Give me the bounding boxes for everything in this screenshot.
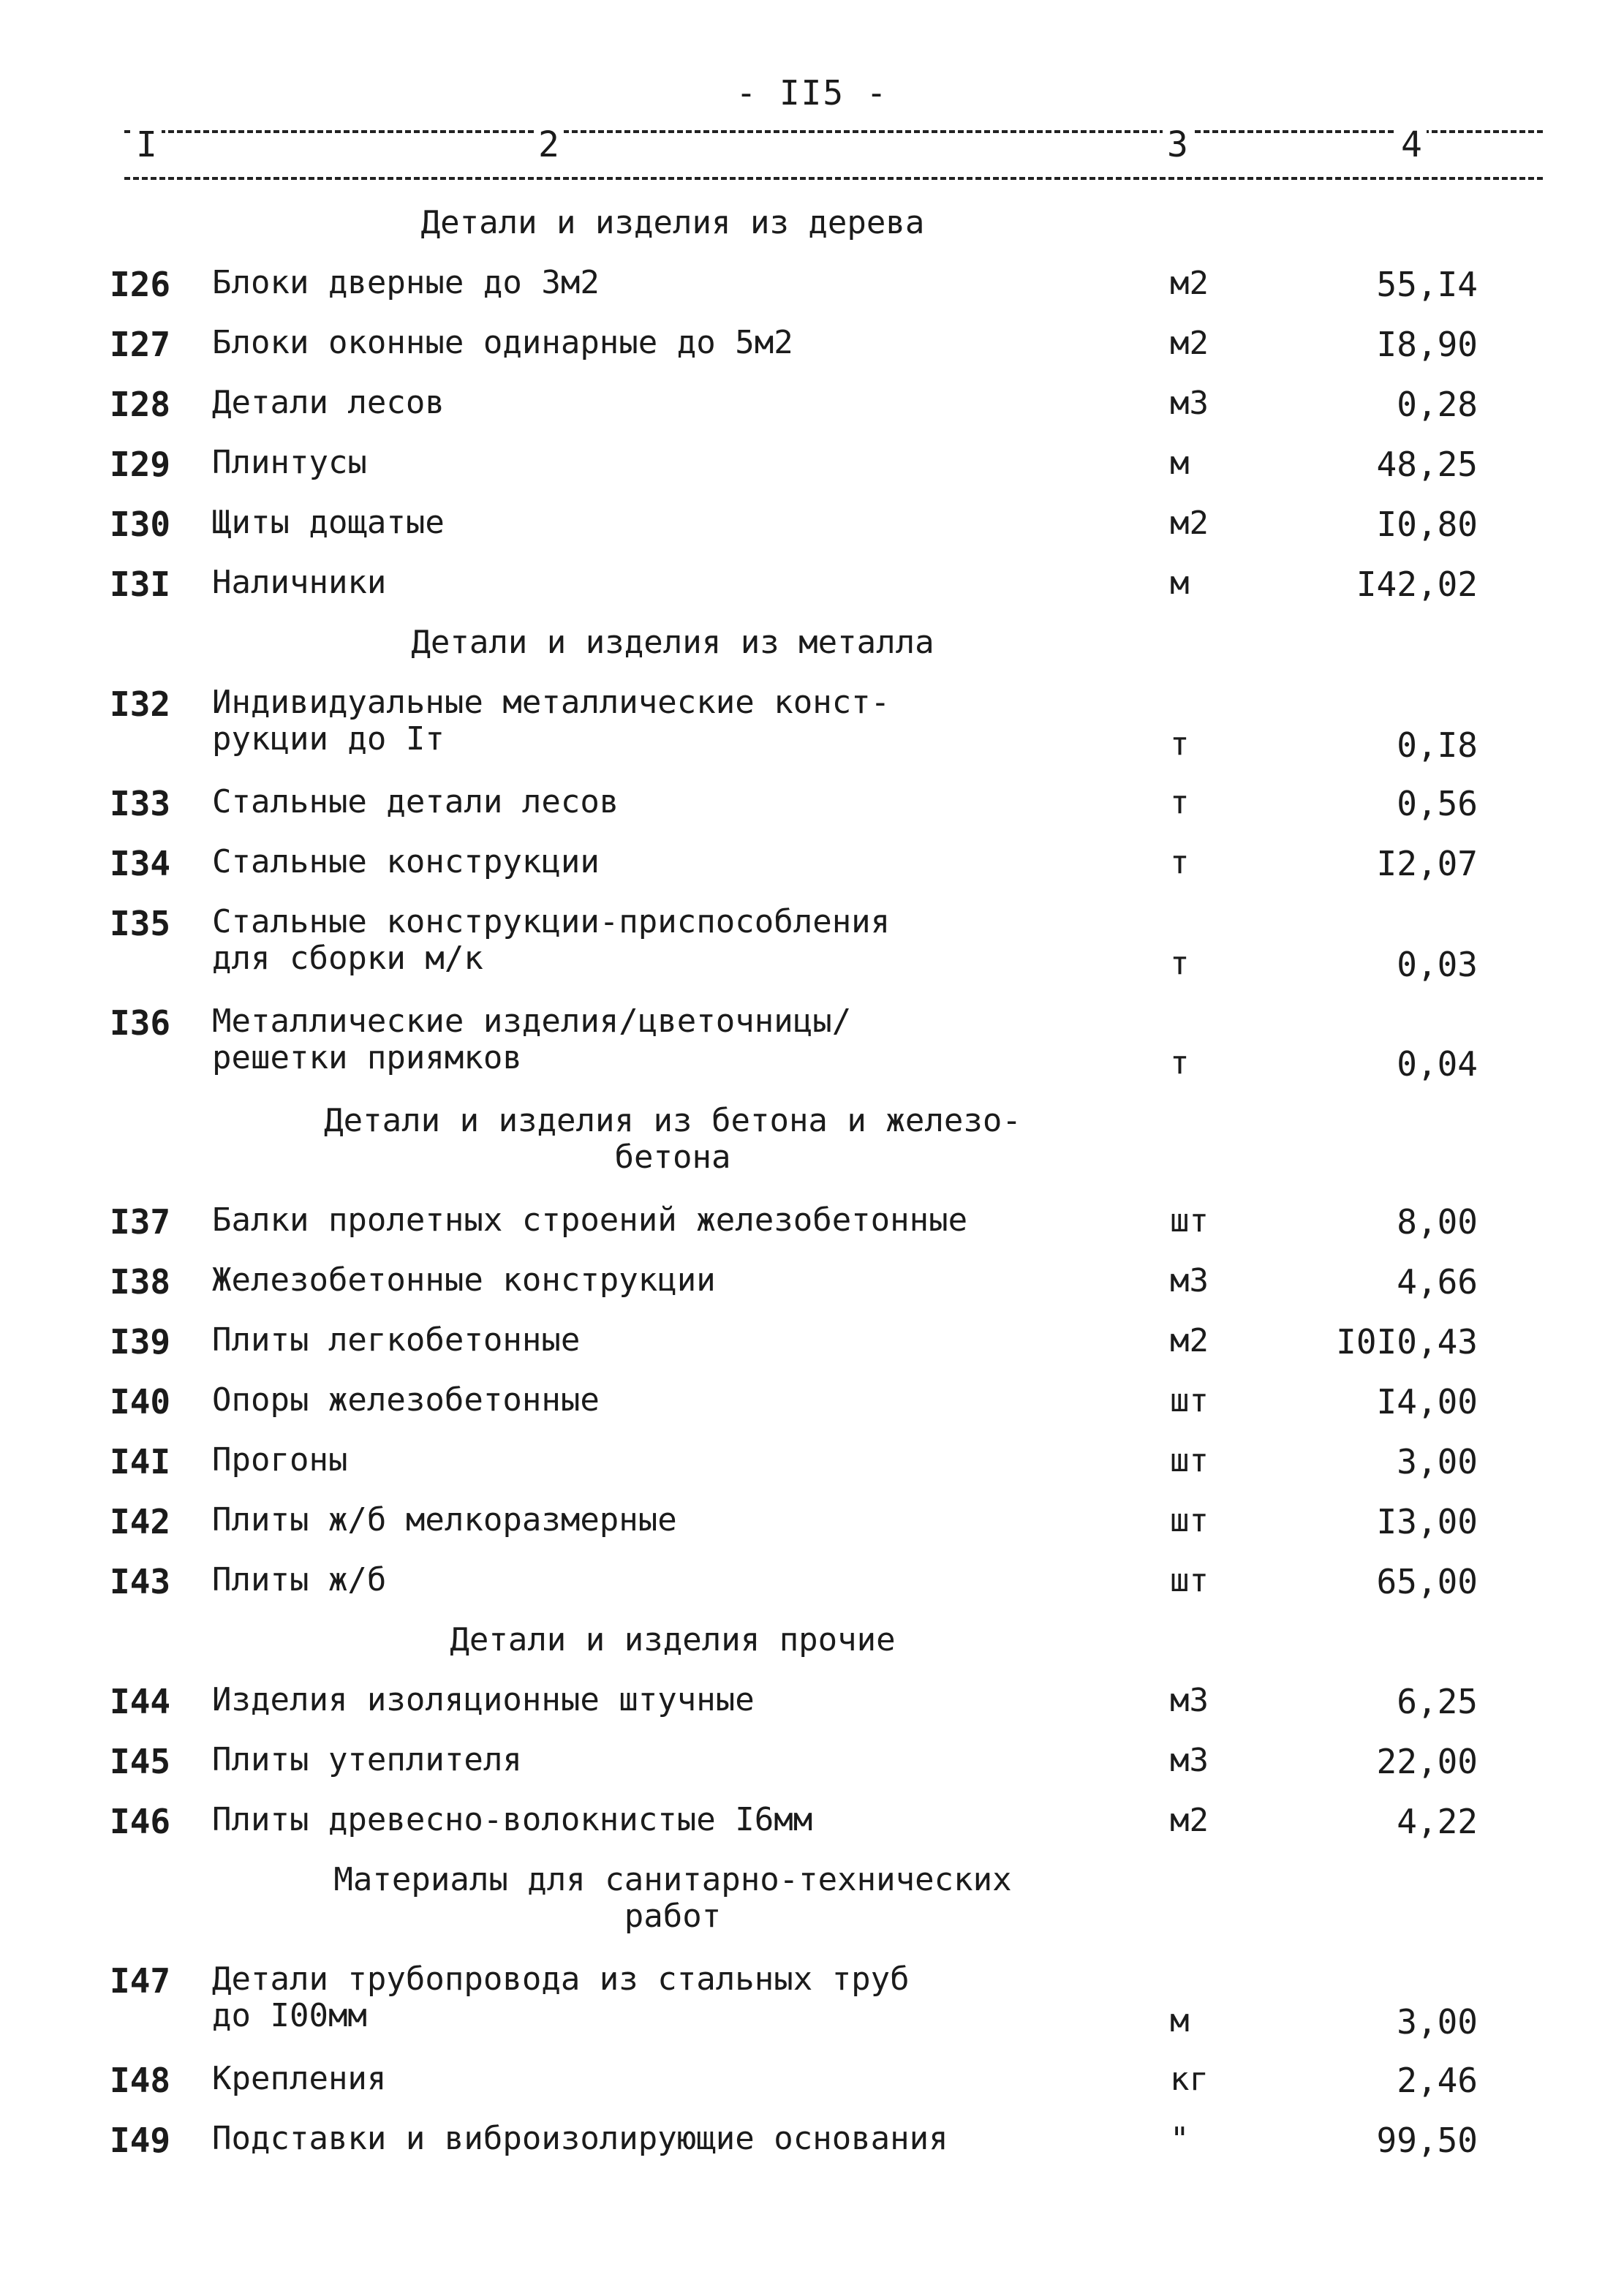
table-row xyxy=(0,837,1624,896)
section-title: Детали и изделия прочие xyxy=(450,1621,896,1658)
table-row xyxy=(0,437,1624,497)
row-value: I0I0,43 xyxy=(1336,1322,1478,1362)
row-name: Щиты дощатые xyxy=(212,504,445,541)
table-row xyxy=(0,1734,1624,1794)
row-value: 6,25 xyxy=(1397,1682,1478,1721)
column-header xyxy=(124,117,1543,190)
row-value: 2,46 xyxy=(1397,2061,1478,2100)
row-value: I4,00 xyxy=(1376,1382,1478,1422)
table-row xyxy=(0,677,1624,777)
section-heading xyxy=(0,1854,1624,1954)
row-name: Детали лесов xyxy=(212,384,445,421)
table-row xyxy=(0,1315,1624,1375)
row-value: 3,00 xyxy=(1397,1442,1478,1481)
row-number: I30 xyxy=(110,505,171,544)
row-unit: кг xyxy=(1170,2061,1209,2098)
table-row xyxy=(0,1375,1624,1435)
table-row xyxy=(0,557,1624,617)
row-unit: м3 xyxy=(1170,385,1209,422)
row-number: I45 xyxy=(110,1742,171,1781)
row-number: I33 xyxy=(110,784,171,823)
row-number: I38 xyxy=(110,1262,171,1302)
table-row xyxy=(0,257,1624,317)
row-unit: шт xyxy=(1170,1562,1209,1599)
row-number: I44 xyxy=(110,1682,171,1721)
table-row xyxy=(0,1195,1624,1255)
row-name: Стальные конструкции-приспособления для сборки м/к xyxy=(212,903,891,977)
header-dash-top xyxy=(124,130,1543,133)
row-name: Детали трубопровода из стальных труб до I00мм xyxy=(212,1960,910,2034)
table-row xyxy=(0,777,1624,837)
row-name: Стальные детали лесов xyxy=(212,783,619,820)
row-name: Плиты древесно-волокнистые I6мм xyxy=(212,1801,813,1838)
row-number: I42 xyxy=(110,1502,171,1541)
row-value: 8,00 xyxy=(1397,1202,1478,1242)
row-unit: м2 xyxy=(1170,265,1209,302)
section-heading xyxy=(0,617,1624,677)
row-number: I35 xyxy=(110,904,171,943)
row-name: Плиты легкобетонные xyxy=(212,1321,581,1359)
column-number-1: I xyxy=(132,124,162,165)
row-number: I40 xyxy=(110,1382,171,1422)
row-value: 4,22 xyxy=(1397,1802,1478,1841)
row-value: I3,00 xyxy=(1376,1502,1478,1541)
row-value: 65,00 xyxy=(1376,1562,1478,1601)
row-name: Прогоны xyxy=(212,1441,348,1479)
row-unit: т xyxy=(1170,1044,1190,1082)
row-value: I0,80 xyxy=(1376,505,1478,544)
row-unit: шт xyxy=(1170,1442,1209,1479)
row-value: 0,56 xyxy=(1397,784,1478,823)
row-name: Наличники xyxy=(212,564,387,601)
row-name: Плинтусы xyxy=(212,444,367,481)
row-number: I49 xyxy=(110,2121,171,2160)
row-value: 4,66 xyxy=(1397,1262,1478,1302)
section-heading xyxy=(0,1095,1624,1195)
table-row xyxy=(0,1255,1624,1315)
table-row xyxy=(0,1794,1624,1854)
row-number: I26 xyxy=(110,265,171,304)
row-number: I27 xyxy=(110,325,171,364)
table-row xyxy=(0,317,1624,377)
row-unit: шт xyxy=(1170,1502,1209,1539)
row-number: I28 xyxy=(110,385,171,424)
section-title: Детали и изделия из дерева xyxy=(420,204,925,241)
table-row xyxy=(0,1435,1624,1495)
column-number-3: 3 xyxy=(1163,124,1193,165)
materials-table xyxy=(0,197,1624,2173)
row-name: Металлические изделия/цветочницы/ решетки приямков xyxy=(212,1003,852,1076)
table-row xyxy=(0,996,1624,1095)
row-unit: м xyxy=(1170,445,1190,482)
row-number: I29 xyxy=(110,445,171,484)
row-name: Блоки дверные до 3м2 xyxy=(212,264,600,301)
row-name: Индивидуальные металлические конст- рукции до Iт xyxy=(212,684,891,758)
row-unit: м2 xyxy=(1170,325,1209,362)
row-name: Блоки оконные одинарные до 5м2 xyxy=(212,324,793,361)
table-row xyxy=(0,1555,1624,1615)
row-name: Стальные конструкции xyxy=(212,843,600,880)
page-number: - II5 - xyxy=(736,73,888,113)
section-heading xyxy=(0,1615,1624,1675)
row-value: 0,03 xyxy=(1397,945,1478,984)
row-unit: м3 xyxy=(1170,1682,1209,1719)
row-value: 48,25 xyxy=(1376,445,1478,484)
row-unit: м xyxy=(1170,2002,1190,2039)
row-number: I43 xyxy=(110,1562,171,1601)
row-name: Изделия изоляционные штучные xyxy=(212,1681,755,1718)
row-unit: " xyxy=(1170,2121,1190,2158)
row-number: I32 xyxy=(110,684,171,724)
row-value: 99,50 xyxy=(1376,2121,1478,2160)
row-value: 3,00 xyxy=(1397,2002,1478,2042)
row-value: 0,04 xyxy=(1397,1044,1478,1084)
row-unit: м2 xyxy=(1170,1802,1209,1839)
row-name: Плиты ж/б xyxy=(212,1561,387,1598)
column-number-4: 4 xyxy=(1397,124,1427,165)
row-name: Крепления xyxy=(212,2060,387,2097)
table-row xyxy=(0,2113,1624,2173)
row-name: Плиты утеплителя xyxy=(212,1741,522,1778)
row-number: I37 xyxy=(110,1202,171,1242)
row-value: 55,I4 xyxy=(1376,265,1478,304)
row-value: I8,90 xyxy=(1376,325,1478,364)
row-unit: м2 xyxy=(1170,505,1209,542)
section-title: Материалы для санитарно-технических работ xyxy=(333,1861,1012,1935)
row-number: I36 xyxy=(110,1003,171,1043)
table-row xyxy=(0,2053,1624,2113)
row-unit: т xyxy=(1170,844,1190,881)
section-heading xyxy=(0,197,1624,257)
row-name: Опоры железобетонные xyxy=(212,1381,600,1419)
row-unit: шт xyxy=(1170,1382,1209,1419)
section-title: Детали и изделия из металла xyxy=(411,624,934,661)
table-row xyxy=(0,1954,1624,2053)
row-unit: м3 xyxy=(1170,1262,1209,1299)
row-unit: т xyxy=(1170,784,1190,821)
row-number: I3I xyxy=(110,565,171,604)
column-number-2: 2 xyxy=(534,124,564,165)
row-name: Балки пролетных строений железобетонные xyxy=(212,1201,968,1239)
row-unit: м xyxy=(1170,565,1190,602)
header-dash-bottom xyxy=(124,177,1543,180)
row-unit: м3 xyxy=(1170,1742,1209,1779)
table-row xyxy=(0,497,1624,557)
row-number: I39 xyxy=(110,1322,171,1362)
table-row xyxy=(0,377,1624,437)
row-number: I46 xyxy=(110,1802,171,1841)
row-name: Плиты ж/б мелкоразмерные xyxy=(212,1501,677,1539)
row-value: I2,07 xyxy=(1376,844,1478,883)
table-row xyxy=(0,896,1624,996)
row-unit: м2 xyxy=(1170,1322,1209,1359)
row-unit: т xyxy=(1170,945,1190,982)
row-number: I47 xyxy=(110,1961,171,2001)
row-unit: шт xyxy=(1170,1202,1209,1239)
row-number: I4I xyxy=(110,1442,171,1481)
table-row xyxy=(0,1675,1624,1734)
row-number: I48 xyxy=(110,2061,171,2100)
row-value: I42,02 xyxy=(1356,565,1478,604)
row-value: 22,00 xyxy=(1376,1742,1478,1781)
row-name: Железобетонные конструкции xyxy=(212,1261,716,1299)
row-value: 0,28 xyxy=(1397,385,1478,424)
row-value: 0,I8 xyxy=(1397,725,1478,765)
row-number: I34 xyxy=(110,844,171,883)
row-unit: т xyxy=(1170,725,1190,763)
section-title: Детали и изделия из бетона и железо- бетона xyxy=(324,1102,1021,1176)
table-row xyxy=(0,1495,1624,1555)
row-name: Подставки и виброизолирующие основания xyxy=(212,2120,948,2157)
